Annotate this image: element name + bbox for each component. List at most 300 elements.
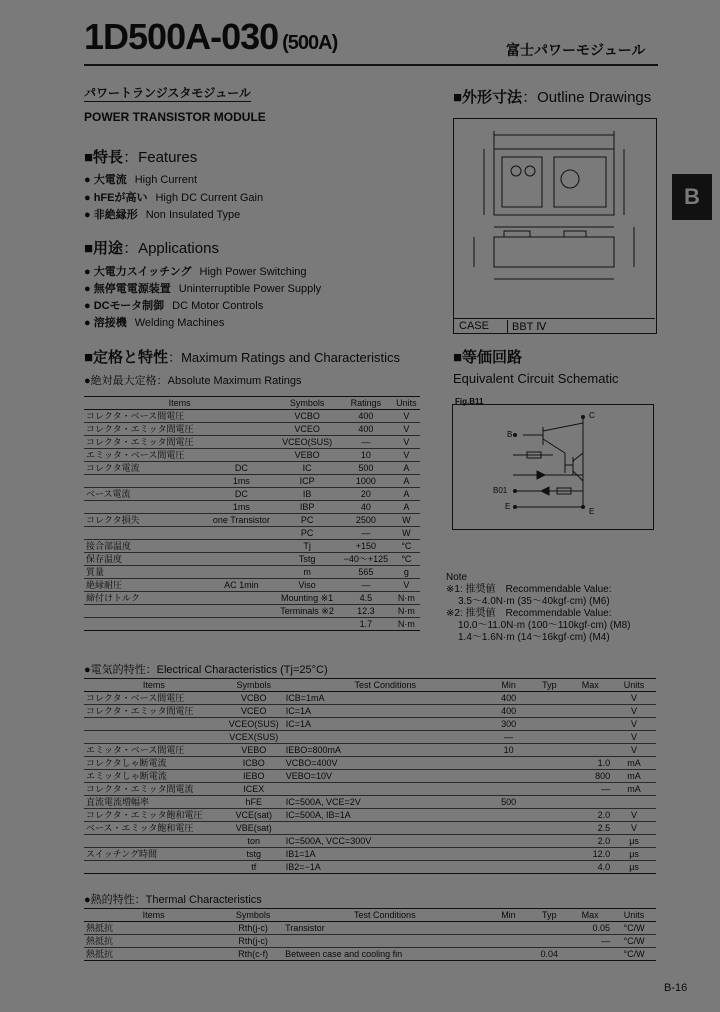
table-cell: °C/W [612,948,656,961]
table-cell: — [339,436,393,449]
table-cell: V [393,449,420,462]
module-title-en: POWER TRANSISTOR MODULE [84,110,266,124]
table-cell: PC [275,514,339,527]
table-row [84,618,420,631]
table-cell: N·m [393,618,420,631]
table-cell: VCEO(SUS) [224,718,284,731]
col-ratings: Ratings [339,397,393,410]
table-cell: tstg [224,848,284,861]
table-cell: 熱抵抗 [84,948,223,961]
table-cell: V [393,423,420,436]
applications-heading: ■用途：Applications [84,240,219,257]
table-cell [568,948,612,961]
col-conditions: Test Conditions [283,909,486,922]
module-title-jp: パワートランジスタモジュール [84,86,251,100]
table-cell: 40 [339,501,393,514]
table-cell: Tj [275,540,339,553]
table-cell [84,731,224,744]
part-number-title [84,16,337,58]
table-row [84,605,420,618]
application-item: ● DCモータ制御 DC Motor Controls [84,300,264,312]
table-row [84,757,656,770]
table-cell: Rth(c-f) [223,948,283,961]
table-cell: Rth(j-c) [223,922,283,935]
table-row [84,540,420,553]
col-conditions: Test Conditions [284,679,487,692]
absolute-ratings-subheading: ●絶対最大定格：Absolute Maximum Ratings [84,375,302,387]
table-cell [568,718,612,731]
table-cell [568,705,612,718]
table-cell: 20 [339,488,393,501]
notes-title: Note [446,572,468,583]
table-cell [284,731,487,744]
table-cell: — [339,579,393,592]
table-row [84,410,420,423]
table-row [84,770,656,783]
table-cell: μs [612,861,656,874]
terminal-b01: B01 [493,486,508,495]
table-cell: ベース電流 [84,488,208,501]
col-min: Min [487,909,531,922]
table-cell: +150 [339,540,393,553]
table-cell [531,848,569,861]
outline-drawing [453,118,657,334]
outline-drawing-svg [454,119,656,319]
col-items: Items [84,909,223,922]
table-cell: hFE [224,796,284,809]
table-cell [275,618,339,631]
table-cell [283,935,486,948]
table-cell: VCBO=400V [284,757,487,770]
table-cell: エミッタ・ベース間電圧 [84,744,224,757]
feature-item: ● 大電流 High Current [84,174,198,186]
table-cell [531,861,569,874]
table-cell [487,835,531,848]
table-cell: IC=1A [284,718,487,731]
table-row [84,835,656,848]
notes [446,572,630,644]
col-units: Units [612,909,656,922]
table-cell: μs [612,848,656,861]
thermal-table [84,908,656,961]
table-cell: 1ms [208,475,276,488]
section-tab: B [672,174,712,220]
table-cell: °C [393,540,420,553]
table-cell: 0.04 [530,948,568,961]
table-cell: ICP [275,475,339,488]
table-cell [284,822,487,835]
table-cell [84,835,224,848]
table-cell [531,692,569,705]
table-cell [531,822,569,835]
terminal-b: B [507,430,513,439]
table-cell: コレクタ・エミッタ間電圧 [84,423,208,436]
table-cell [487,848,531,861]
table-cell: PC [275,527,339,540]
table-row [84,744,656,757]
table-cell [487,935,531,948]
table-cell: A [393,475,420,488]
table-cell: 2500 [339,514,393,527]
table-cell: IEBO=800mA [284,744,487,757]
col-symbols: Symbols [224,679,284,692]
table-cell: Viso [275,579,339,592]
table-cell: 1.7 [339,618,393,631]
table-cell [487,770,531,783]
table-cell: ベース・エミッタ飽和電圧 [84,822,224,835]
table-cell: 熱抵抗 [84,935,223,948]
table-cell: °C [393,553,420,566]
table-cell: one Transistor [208,514,276,527]
terminal-c: C [589,411,595,420]
table-cell: ICBO [224,757,284,770]
table-cell: コレクタ・ベース間電圧 [84,692,224,705]
application-item: ● 溶接機 Welding Machines [84,317,225,329]
table-cell: 12.0 [568,848,612,861]
table-cell: IC=500A, IB=1A [284,809,487,822]
table-cell: Tstg [275,553,339,566]
table-cell: IC=500A, VCC=300V [284,835,487,848]
table-cell [208,618,276,631]
table-cell: tf [224,861,284,874]
table-cell [531,744,569,757]
table-cell [208,423,276,436]
table-row [84,462,420,475]
table-cell: μs [612,835,656,848]
col-items: Items [84,679,224,692]
table-cell: 565 [339,566,393,579]
table-cell: mA [612,770,656,783]
table-cell: 2.0 [568,835,612,848]
feature-item: ● 非絶縁形 Non Insulated Type [84,209,241,221]
table-cell [208,553,276,566]
table-cell [568,744,612,757]
col-units: Units [612,679,656,692]
table-cell: 熱抵抗 [84,922,223,935]
table-cell: V [612,809,656,822]
circuit-svg [453,405,653,529]
ratings-heading: ■定格と特性：Maximum Ratings and Characteristics [84,349,400,366]
table-cell: mA [612,783,656,796]
col-symbols: Symbols [223,909,283,922]
table-row [84,566,420,579]
part-number: 1D500A-030 [84,16,279,57]
table-cell: 2.0 [568,809,612,822]
table-row [84,861,656,874]
equivalent-heading-en: Equivalent Circuit Schematic [453,371,619,386]
table-cell: °C/W [612,935,656,948]
table-cell: エミッタ・ベース間電圧 [84,449,208,462]
ratings-table [84,396,420,631]
table-cell: W [393,527,420,540]
col-max: Max [568,909,612,922]
table-cell: コレクタ電流 [84,462,208,475]
table-row [84,475,420,488]
table-cell: — [568,783,612,796]
table-cell [487,948,531,961]
col-max: Max [568,679,612,692]
table-cell [208,410,276,423]
table-cell: 12.3 [339,605,393,618]
table-cell [487,822,531,835]
outline-heading: ■外形寸法：Outline Drawings [453,89,652,106]
table-row [84,922,656,935]
note-line: 10.0〜11.0N·m (100〜110kgf·cm) (M8) [458,620,631,631]
note-line: 1.4〜1.6N·m (14〜16kgf·cm) (M4) [458,632,610,643]
col-typ: Typ [531,679,569,692]
case-label: CASE [459,320,489,332]
table-cell: VEBO [275,449,339,462]
table-row [84,783,656,796]
table-cell: IBP [275,501,339,514]
col-min: Min [487,679,531,692]
table-cell [84,475,208,488]
table-cell [568,731,612,744]
terminal-e1: E [505,502,511,511]
table-cell: コレクタ・エミッタ間電圧 [84,705,224,718]
page-number: B-16 [664,982,688,994]
table-cell: VEBO [224,744,284,757]
table-cell: 300 [487,718,531,731]
table-cell: 800 [568,770,612,783]
table-cell [487,922,531,935]
table-cell [531,796,569,809]
table-cell: 400 [339,410,393,423]
table-cell: A [393,501,420,514]
table-cell: コレクタ損失 [84,514,208,527]
table-cell: 4.5 [339,592,393,605]
case-bar [453,318,655,335]
electrical-subheading: ●電気的特性：Electrical Characteristics (Tj=25°C) [84,664,328,676]
table-cell: V [612,692,656,705]
application-item: ● 無停電電源装置 Uninterruptible Power Supply [84,283,322,295]
fig-label: Fig.B11 [455,397,484,406]
table-cell: VCBO [275,410,339,423]
table-cell [568,796,612,809]
table-cell: V [612,731,656,744]
table-cell [208,592,276,605]
maker-jp: 富士パワーモジュール [506,42,646,58]
table-row [84,553,420,566]
table-cell: 直流電流増幅率 [84,796,224,809]
header-rule [84,64,658,66]
table-row [84,822,656,835]
table-cell: V [393,436,420,449]
table-cell: VCEX(SUS) [224,731,284,744]
table-cell [568,692,612,705]
table-cell: A [393,488,420,501]
terminal-e2: E [589,507,595,516]
table-cell: VCE(sat) [224,809,284,822]
table-cell: ton [224,835,284,848]
table-cell: 4.0 [568,861,612,874]
table-cell [530,935,568,948]
table-cell: 1ms [208,501,276,514]
thermal-subheading: ●熱的特性：Thermal Characteristics [84,894,262,906]
equivalent-heading-jp: ■等価回路 [453,349,523,366]
table-row [84,527,420,540]
table-cell: 400 [487,692,531,705]
table-cell: −40〜+125 [339,553,393,566]
table-cell: — [339,527,393,540]
table-cell [531,718,569,731]
table-cell: VBE(sat) [224,822,284,835]
table-cell [84,605,208,618]
table-cell [208,527,276,540]
table-cell: Rth(j-c) [223,935,283,948]
table-cell: mA [612,757,656,770]
table-cell: 0.05 [568,922,612,935]
table-cell: VCBO [224,692,284,705]
table-cell [531,731,569,744]
table-cell: IC=1A [284,705,487,718]
table-cell: コレクタしゃ断電流 [84,757,224,770]
table-cell: 1000 [339,475,393,488]
table-cell: AC 1min [208,579,276,592]
table-cell: コレクタ・エミッタ間電流 [84,783,224,796]
note-line: 3.5〜4.0N·m (35〜40kgf·cm) (M6) [458,596,610,607]
table-cell: V [393,410,420,423]
table-cell: 絶縁耐圧 [84,579,208,592]
table-cell [84,861,224,874]
table-cell: 質量 [84,566,208,579]
table-cell [487,809,531,822]
table-cell [531,705,569,718]
table-row [84,579,420,592]
table-cell: °C/W [612,922,656,935]
table-cell: Between case and cooling fin [283,948,486,961]
table-cell [530,922,568,935]
table-cell: Mounting ※1 [275,592,339,605]
table-cell: IB2=−1A [284,861,487,874]
table-cell: スイッチング時間 [84,848,224,861]
table-cell [84,718,224,731]
table-cell: 接合部温度 [84,540,208,553]
table-row [84,731,656,744]
table-cell: IB [275,488,339,501]
table-cell: 2.5 [568,822,612,835]
table-row [84,809,656,822]
current-rating: (500A) [282,32,338,54]
table-cell: N·m [393,605,420,618]
table-cell: IEBO [224,770,284,783]
table-cell: 400 [487,705,531,718]
table-cell: V [393,579,420,592]
table-cell: N·m [393,592,420,605]
table-row [84,948,656,961]
table-cell: g [393,566,420,579]
table-cell: VCEO [275,423,339,436]
table-cell [84,501,208,514]
table-cell: DC [208,462,276,475]
table-row [84,692,656,705]
table-row [84,705,656,718]
table-row [84,935,656,948]
table-cell [487,783,531,796]
col-typ: Typ [530,909,568,922]
table-row [84,718,656,731]
table-cell: Transistor [283,922,486,935]
table-cell: W [393,514,420,527]
table-cell [612,796,656,809]
table-cell [208,566,276,579]
table-cell: VEBO=10V [284,770,487,783]
table-cell [84,527,208,540]
table-row [84,423,420,436]
table-cell [208,436,276,449]
table-cell: 500 [339,462,393,475]
col-items: Items [84,397,275,410]
electrical-table [84,678,656,874]
table-row [84,514,420,527]
col-symbols: Symbols [275,397,339,410]
table-cell: 締付けトルク [84,592,208,605]
features-heading: ■特長：Features [84,149,198,166]
table-cell: IB1=1A [284,848,487,861]
table-cell: IC=500A, VCE=2V [284,796,487,809]
table-row [84,488,420,501]
table-cell: V [612,718,656,731]
table-cell [208,540,276,553]
table-cell [531,809,569,822]
table-cell: 10 [339,449,393,462]
table-cell: コレクタ・ベース間電圧 [84,410,208,423]
table-cell: — [568,935,612,948]
table-cell: DC [208,488,276,501]
table-cell: Terminals ※2 [275,605,339,618]
table-cell: A [393,462,420,475]
table-cell: 10 [487,744,531,757]
table-cell: V [612,744,656,757]
table-cell [531,783,569,796]
table-cell: VCEO(SUS) [275,436,339,449]
table-row [84,592,420,605]
table-row [84,449,420,462]
table-cell: ICEX [224,783,284,796]
table-row [84,796,656,809]
table-cell [531,770,569,783]
table-cell: V [612,822,656,835]
table-cell [208,605,276,618]
table-cell: ICB=1mA [284,692,487,705]
table-cell: コレクタ・エミッタ間電圧 [84,436,208,449]
table-row [84,501,420,514]
table-cell: 保存温度 [84,553,208,566]
table-cell: エミッタしゃ断電流 [84,770,224,783]
table-cell [84,618,208,631]
table-cell [487,861,531,874]
equivalent-circuit [452,397,654,530]
feature-item: ● hFEが高い High DC Current Gain [84,192,264,204]
table-cell: 500 [487,796,531,809]
col-units: Units [393,397,420,410]
case-value: BBT Ⅳ [507,320,546,333]
table-cell: IC [275,462,339,475]
application-item: ● 大電力スイッチング High Power Switching [84,266,307,278]
table-row [84,848,656,861]
table-cell [208,449,276,462]
table-cell [284,783,487,796]
table-cell: V [612,705,656,718]
note-line: ※2: 推奨値 Recommendable Value: [446,608,612,619]
table-cell: m [275,566,339,579]
table-cell: — [487,731,531,744]
note-line: ※1: 推奨値 Recommendable Value: [446,584,612,595]
table-cell: 1.0 [568,757,612,770]
table-cell: 400 [339,423,393,436]
table-cell: コレクタ・エミッタ飽和電圧 [84,809,224,822]
table-cell [487,757,531,770]
